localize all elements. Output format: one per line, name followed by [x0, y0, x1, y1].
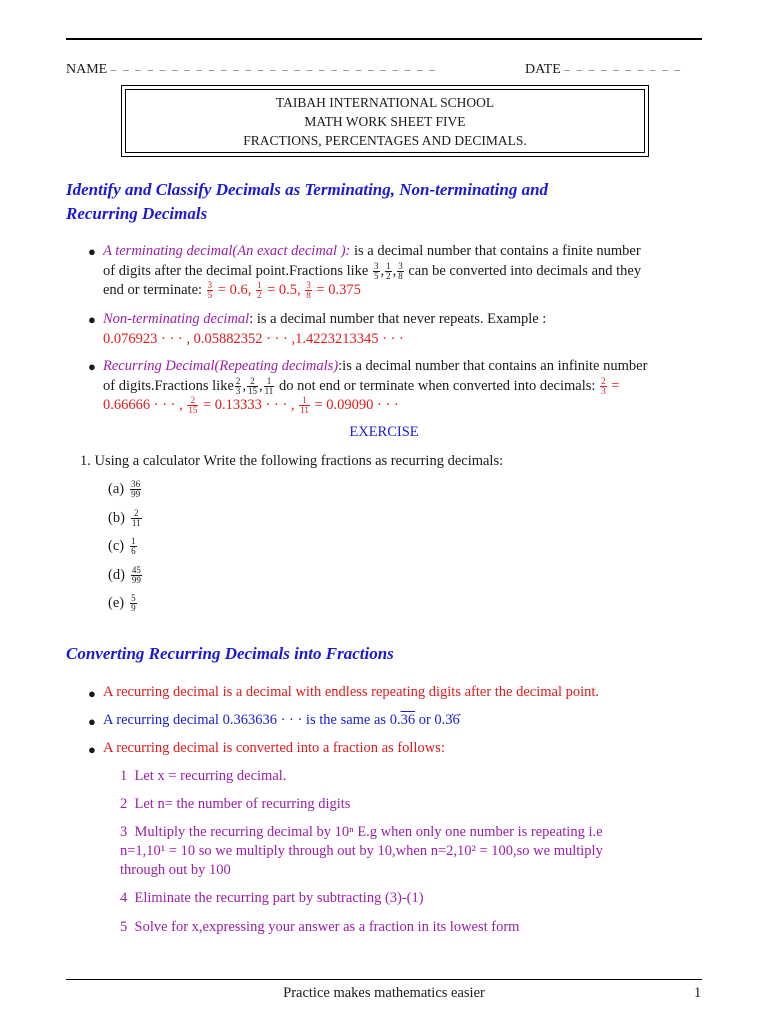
exercise-label: EXERCISE	[349, 424, 419, 440]
notation-dot: 3̇6̇	[445, 712, 460, 728]
step-text-line1: Multiply the recurring decimal by 10ⁿ E.g when only one number is repeating i.e	[134, 824, 603, 840]
terminating-eq2: = 0.5,	[263, 282, 305, 298]
footer-text: Practice makes mathematics easier	[283, 985, 485, 1001]
fraction	[130, 480, 141, 499]
terminating-eq1: = 0.6,	[214, 282, 255, 298]
denominator: 11	[131, 517, 141, 528]
title-box-inner	[125, 89, 645, 153]
non-terminating-text: : is a decimal number that never repeats. Example :	[249, 311, 547, 327]
numerator: 45	[131, 564, 141, 575]
exercise-item	[108, 509, 143, 528]
step-number: 2	[120, 796, 128, 812]
fraction	[130, 537, 137, 556]
fraction: $\frac{1}{11}$	[264, 375, 274, 396]
conversion-intro: A recurring decimal is converted into a fraction as follows:	[103, 740, 445, 756]
fraction	[131, 566, 142, 585]
denominator: 99	[131, 489, 141, 499]
non-terminating-definition	[103, 310, 703, 349]
terminating-eq3: = 0.375	[312, 282, 361, 298]
recurring-notation	[103, 711, 703, 731]
footer-rule	[66, 979, 702, 980]
date-label: DATE	[525, 62, 561, 77]
recurring-text3c: = 0.09090 · · ·	[310, 397, 399, 413]
denominator: 9	[131, 603, 136, 613]
fraction: $\frac{1}{2}$	[256, 280, 262, 301]
numerator: 36	[131, 479, 141, 489]
notation-text-a: A recurring decimal 0.363636 · · · is the same as 0.	[103, 712, 401, 728]
item-label: (b)	[108, 509, 125, 526]
step-text: Let x = recurring decimal.	[134, 768, 287, 784]
bullet-icon: ●	[88, 312, 96, 327]
terminating-text2a: of digits after the decimal point.Fractions like	[103, 262, 372, 279]
recurring-text2a: of digits.Fractions like	[103, 377, 234, 394]
step-text-line3: through out by 100	[120, 862, 231, 878]
fraction	[130, 594, 137, 613]
name-dashes: – – – – – – – – – – – – – – – – – – – – – – – – – – –	[110, 64, 437, 76]
fraction: $\frac{1}{2}$	[386, 260, 391, 281]
page-number: 1	[694, 985, 702, 1001]
step-1	[120, 767, 703, 786]
numerator: 5	[131, 593, 136, 603]
step-number: 5	[120, 919, 128, 935]
item-label: (c)	[108, 537, 125, 554]
exercise-item	[108, 537, 138, 556]
terminating-definition: A terminating decimal(An exact decimal ): is a decimal number that contains a finite number of digits after the decimal point.Fractions like $\frac{3}{5}$ , $\frac{1}{2}$ , $\frac{3}{8}$ can be converted into decimals and they end or terminate: $\frac{3}{5}$ = 0.6, $\frac{1}{2}$ = 0.5, $\frac{3}{8}$ = 0.375	[103, 243, 642, 301]
fraction: $\frac{2}{3}$	[235, 375, 241, 396]
name-label: NAME	[66, 62, 108, 77]
bullet-icon: ●	[88, 742, 96, 757]
question-1: 1. Using a calculator Write the following fractions as recurring decimals:	[80, 453, 504, 469]
exercise-item	[108, 594, 138, 613]
fraction: $\frac{1}{11}$	[300, 395, 309, 416]
worksheet-title: MATH WORK SHEET FIVE	[304, 114, 466, 129]
fraction: $\frac{2}{15}$	[248, 375, 258, 396]
section1-heading-line2: Recurring Decimals	[66, 204, 208, 223]
terminating-term: A terminating decimal(An exact decimal ):	[103, 243, 351, 259]
step-number: 3	[120, 824, 128, 840]
fraction: $\frac{3}{8}$	[306, 280, 311, 301]
recurring-text2c: =	[607, 377, 620, 394]
step-4	[120, 889, 703, 908]
numerator: 1	[131, 536, 136, 546]
bullet-icon: ●	[88, 244, 96, 259]
recurring-term: Recurring Decimal(Repeating decimals)	[103, 358, 339, 374]
fraction: $\frac{2}{15}$	[188, 395, 198, 416]
fraction: $\frac{2}{3}$	[601, 375, 606, 396]
top-rule	[66, 38, 702, 40]
step-5	[120, 918, 703, 937]
fraction: $\frac{3}{8}$	[398, 260, 403, 281]
fraction: $\frac{3}{5}$	[207, 280, 213, 301]
notation-text-c: or 0.	[415, 712, 446, 728]
step-text: Let n= the number of recurring digits	[134, 796, 351, 812]
item-label: (e)	[108, 594, 125, 611]
bullet-icon: ●	[88, 359, 96, 374]
exercise-item	[108, 480, 142, 499]
worksheet-topic: FRACTIONS, PERCENTAGES AND DECIMALS.	[243, 133, 527, 148]
section1-heading	[66, 178, 706, 226]
step-number: 4	[120, 890, 128, 906]
bullet-icon: ●	[88, 714, 96, 729]
step-2	[120, 795, 703, 814]
section1-heading-line1: Identify and Classify Decimals as Terminating, Non-terminating and	[66, 180, 549, 199]
bullet-icon: ●	[88, 686, 96, 701]
title-box	[121, 85, 649, 157]
item-label: (a)	[108, 480, 125, 497]
step-3	[120, 823, 703, 880]
non-terminating-term: Non-terminating decimal	[103, 311, 250, 327]
denominator: 6	[131, 546, 136, 556]
terminating-text3a: end or terminate:	[103, 282, 206, 298]
recurring-text3b: = 0.13333 · · · ,	[199, 397, 299, 413]
denominator: 99	[131, 574, 141, 585]
recurring-text1: :is a decimal number that contains an infinite number	[338, 358, 648, 374]
section2-heading: Converting Recurring Decimals into Fractions	[66, 644, 394, 663]
terminating-text2b: can be converted into decimals and they	[404, 262, 642, 279]
recurring-text2b: do not end or terminate when converted into decimals:	[275, 377, 600, 394]
recurring-description: A recurring decimal is a decimal with endless repeating digits after the decimal point.	[103, 684, 600, 700]
non-terminating-examples: 0.076923 · · · , 0.05882352 · · · ,1.4223213345 · · ·	[103, 330, 404, 347]
notation-overline: 36	[400, 712, 416, 728]
recurring-text3a: 0.66666 · · · ,	[103, 397, 187, 413]
step-text: Eliminate the recurring part by subtracting (3)-(1)	[134, 890, 424, 906]
recurring-definition: Recurring Decimal(Repeating decimals):is a decimal number that contains an infinite number of digits.Fractions like $\frac{2}{3}$ , $\frac{2}{15}$ , $\frac{1}{11}$ do not end or terminate when converted into decimals: $\frac{2}{3}$ = 0.66666 · · · , $\frac{2}{15}$ = 0.13333 · · · , $\frac{1}{11}$ = 0.09090 · · ·	[103, 358, 648, 416]
step-text-line2: n=1,10¹ = 10 so we multiply through out by 10,when n=2,10² = 100,so we multiply	[120, 843, 603, 859]
numerator: 2	[131, 509, 142, 519]
fraction	[131, 509, 142, 528]
date-line	[525, 62, 682, 78]
school-name: TAIBAH INTERNATIONAL SCHOOL	[275, 95, 495, 110]
step-number: 1	[120, 768, 128, 784]
step-text: Solve for x,expressing your answer as a fraction in its lowest form	[134, 919, 520, 935]
exercise-item	[108, 566, 143, 585]
terminating-text1: is a decimal number that contains a finite number	[350, 243, 641, 259]
fraction: $\frac{3}{5}$	[374, 260, 379, 281]
name-line	[66, 62, 437, 78]
date-dashes: – – – – – – – – – –	[564, 64, 683, 76]
item-label: (d)	[108, 566, 125, 583]
